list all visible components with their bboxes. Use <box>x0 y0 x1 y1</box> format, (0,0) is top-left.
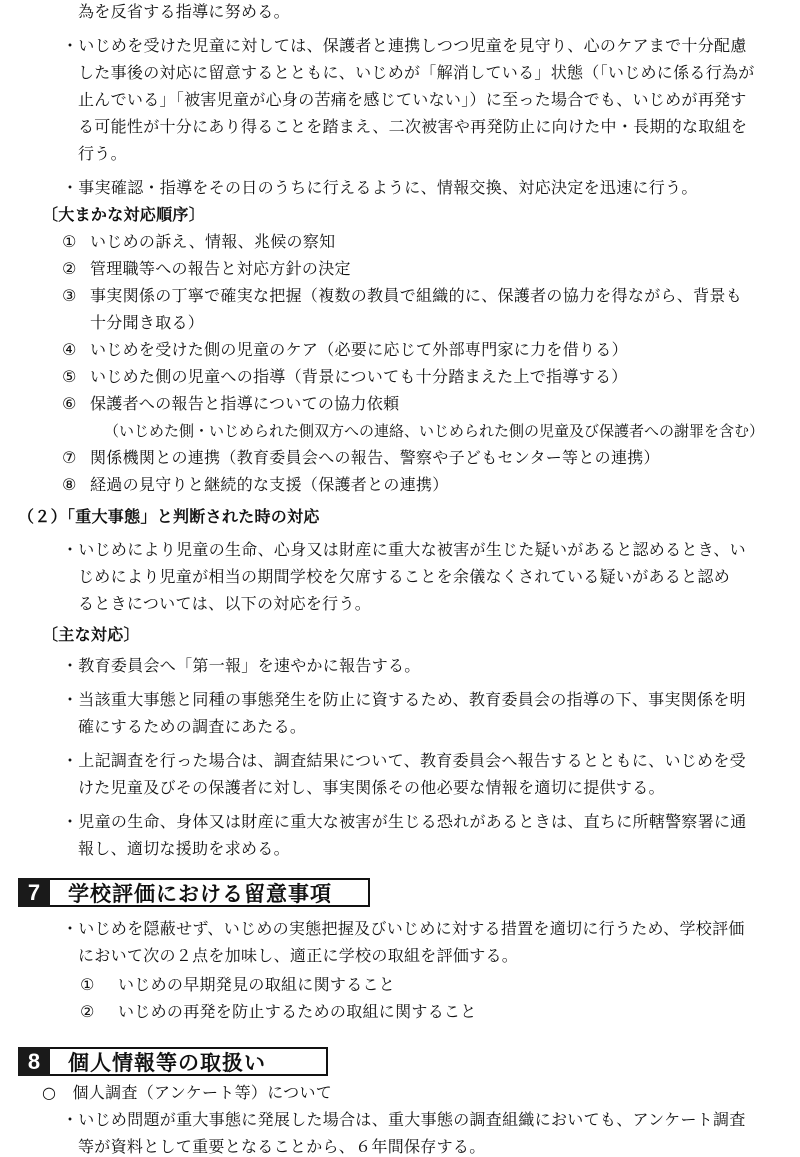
item-number: ③ <box>62 286 77 305</box>
text-line: において次の２点を加味し、適正に学校の取組を評価する。 <box>78 946 519 965</box>
section-number-badge: 8 <box>18 1047 50 1076</box>
text-line: ・いじめ問題が重大事態に発展した場合は、重大事態の調査組織においても、アンケート調査 <box>62 1110 746 1129</box>
section-7-header <box>18 878 370 907</box>
text-line: ・いじめを隠蔽せず、いじめの実態把握及びいじめに対する措置を適切に行うため、学校評価 <box>62 919 745 938</box>
item-number: ⑤ <box>62 367 77 386</box>
item-text: いじめの早期発見の取組に関すること <box>118 975 396 994</box>
item-text: 事実関係の丁寧で確実な把握（複数の教員で組織的に、保護者の協力を得ながら、背景も <box>90 286 743 305</box>
item-text: 関係機関との連携（教育委員会への報告、警察や子どもセンター等との連携） <box>90 448 660 467</box>
item-text: 保護者への報告と指導についての協力依頼 <box>90 394 400 413</box>
item-number: ② <box>62 259 77 278</box>
list-item <box>62 475 449 495</box>
list-item: ・教育委員会へ「第一報」を速やかに報告する。 <box>62 656 421 675</box>
item-number: ② <box>80 1002 95 1021</box>
list-item <box>62 340 628 360</box>
list-item <box>62 448 660 468</box>
section-title: 学校評価における留意事項 <box>50 878 370 907</box>
item-number: ④ <box>62 340 77 359</box>
list-item <box>90 313 204 333</box>
list-item <box>62 394 399 414</box>
list-item: ・児童の生命、身体又は財産に重大な被害が生じる恐れがあるときは、直ちに所轄警察署に通 <box>62 812 747 831</box>
text-line: 為を反省する指導に努める。 <box>78 2 290 21</box>
item-text: 十分聞き取る） <box>90 313 205 332</box>
text-line: した事後の対応に留意するとともに、いじめが「解消している」状態（「いじめに係る行為が <box>78 63 755 82</box>
text-line: 止んでいる」「被害児童が心身の苦痛を感じていない」）に至った場合でも、いじめが再発す <box>78 90 747 109</box>
text-line: 等が資料として重要となることから、６年間保存する。 <box>78 1137 486 1156</box>
list-item: ・上記調査を行った場合は、調査結果について、教育委員会へ報告するとともに、いじめを受 <box>62 751 746 770</box>
text-line: ・いじめにより児童の生命、心身又は財産に重大な被害が生じた疑いがあると認めるとき、い <box>62 540 746 559</box>
item-number: ⑥ <box>62 394 77 413</box>
section-number-badge: 7 <box>18 878 50 907</box>
list-item <box>62 286 742 306</box>
text-line: 行う。 <box>78 144 127 163</box>
item-text: いじめの再発を防止するための取組に関すること <box>118 1002 477 1021</box>
item-text: いじめを受けた側の児童のケア（必要に応じて外部専門家に力を借りる） <box>90 340 628 359</box>
subsection-heading: （２）「重大事態」と判断された時の対応 <box>18 507 320 526</box>
item-number: ① <box>62 232 77 251</box>
list-item <box>80 1002 477 1022</box>
list-item <box>62 259 351 279</box>
item-text: 管理職等への報告と対応方針の決定 <box>90 259 351 278</box>
list-item <box>62 232 335 252</box>
text-line: る可能性が十分にあり得ることを踏まえ、二次被害や再発防止に向けた中・長期的な取組を <box>78 117 748 136</box>
list-item <box>62 367 628 387</box>
text-line: ・いじめを受けた児童に対しては、保護者と連携しつつ児童を見守り、心のケアまで十分配慮 <box>62 36 747 55</box>
section-title: 個人情報等の取扱い <box>50 1047 328 1076</box>
item-number: ⑧ <box>62 475 77 494</box>
item-text: 経過の見守りと継続的な支援（保護者との連携） <box>90 475 449 494</box>
item-text: いじめの訴え、情報、兆候の察知 <box>90 232 336 251</box>
text-line: ・事実確認・指導をその日のうちに行えるように、情報交換、対応決定を迅速に行う。 <box>62 178 698 197</box>
text-line: ○ 個人調査（アンケート等）について <box>42 1083 333 1102</box>
order-heading: 〔大まかな対応順序〕 <box>42 205 206 224</box>
text-line: じめにより児童が相当の期間学校を欠席することを余儀なくされている疑いがあると認め <box>78 567 731 586</box>
section-8-header <box>18 1047 328 1076</box>
list-item: 報し、適切な援助を求める。 <box>78 839 290 858</box>
text-line: るときについては、以下の対応を行う。 <box>78 594 372 613</box>
item-number: ⑦ <box>62 448 77 467</box>
item-number: ① <box>80 975 95 994</box>
list-item: ・当該重大事態と同種の事態発生を防止に資するため、教育委員会の指導の下、事実関係を明 <box>62 690 746 709</box>
item-text: （いじめた側・いじめられた側双方への連絡、いじめられた側の児童及び保護者への謝罪を含む） <box>104 422 765 440</box>
list-item <box>80 975 395 995</box>
main-response-heading: 〔主な対応〕 <box>42 625 140 644</box>
list-item: けた児童及びその保護者に対し、事実関係その他必要な情報を適切に提供する。 <box>78 778 665 797</box>
list-item <box>104 421 764 441</box>
list-item: 確にするための調査にあたる。 <box>78 717 307 736</box>
item-text: いじめた側の児童への指導（背景についても十分踏まえた上で指導する） <box>90 367 628 386</box>
